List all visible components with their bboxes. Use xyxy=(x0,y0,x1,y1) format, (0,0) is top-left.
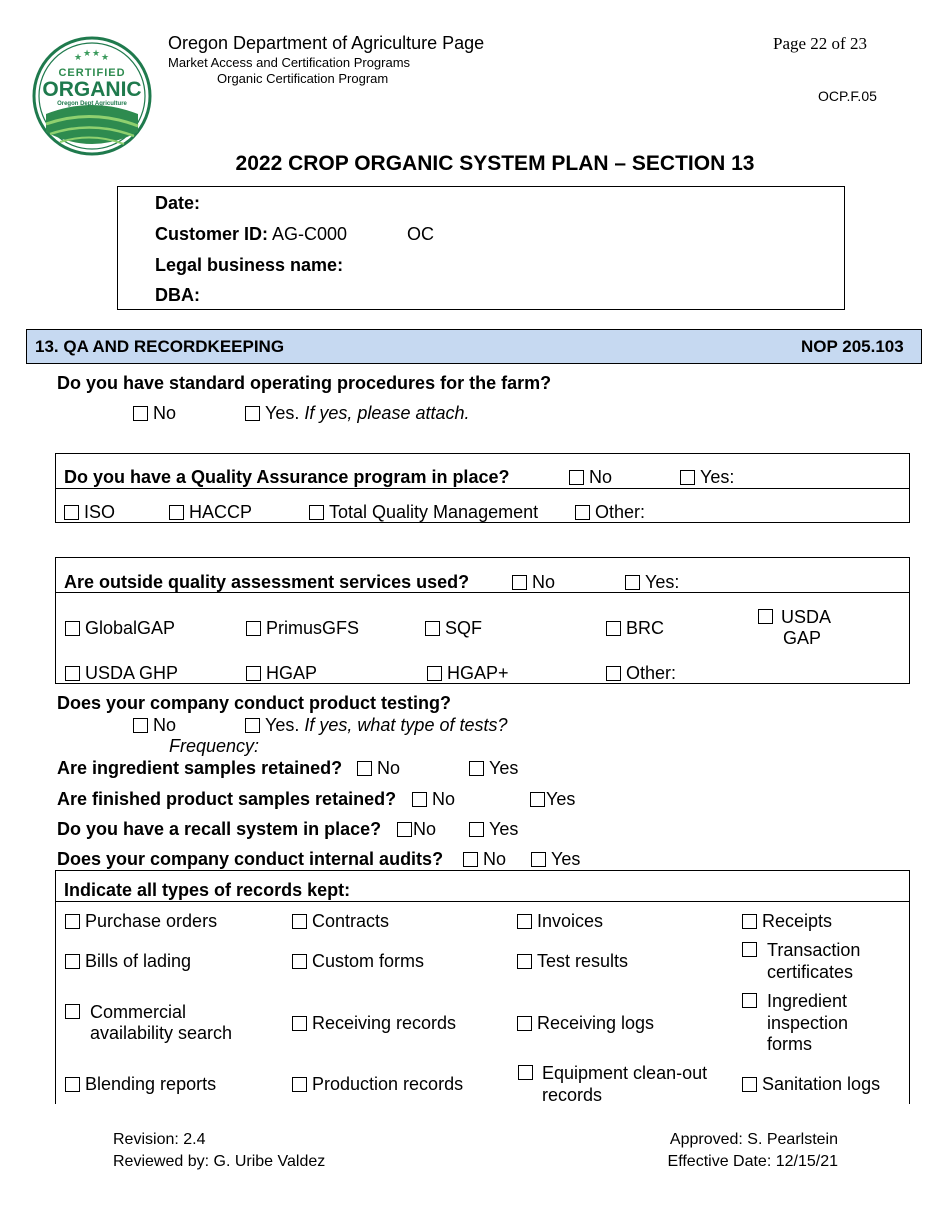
usda-gap-label-1: USDA xyxy=(781,607,832,627)
qa-other-label: Other: xyxy=(595,502,646,522)
sop-question: Do you have standard operating procedures for the farm? xyxy=(57,373,552,393)
transaction-certificates-checkbox[interactable] xyxy=(742,942,757,957)
records-heading-divider xyxy=(55,901,910,902)
ingredient-inspection-label-1: Ingredient xyxy=(767,991,848,1011)
finished-yes-label: Yes xyxy=(546,789,576,809)
testing-frequency-label xyxy=(169,736,259,757)
testing-no-option[interactable] xyxy=(133,715,176,736)
finished-no-label: No xyxy=(432,789,456,809)
hgap-option[interactable] xyxy=(246,663,317,684)
section-title: 13. QA AND RECORDKEEPING xyxy=(35,337,285,356)
equipment-cleanout-label-1: Equipment clean-out xyxy=(542,1063,708,1083)
test-results-option[interactable] xyxy=(517,951,628,972)
sanitation-logs-option[interactable] xyxy=(742,1074,880,1095)
form-code: OCP.F.05 xyxy=(818,88,877,104)
outside-no-label: No xyxy=(532,572,556,592)
footer-revision: Revision: 2.4 xyxy=(113,1131,206,1148)
ingredient-no-label: No xyxy=(377,758,401,778)
receiving-records-checkbox[interactable] xyxy=(292,1016,307,1031)
sanitation-logs-checkbox[interactable] xyxy=(742,1077,757,1092)
qa-iso-option[interactable] xyxy=(64,502,115,523)
finished-yes-checkbox[interactable] xyxy=(530,792,545,807)
sop-yes-label: Yes. xyxy=(265,403,300,423)
finished-question: Are finished product samples retained? xyxy=(57,789,397,809)
sop-no-option[interactable] xyxy=(133,403,176,424)
primusgfs-checkbox[interactable] xyxy=(246,621,261,636)
contracts-checkbox[interactable] xyxy=(292,914,307,929)
recall-yes-option[interactable] xyxy=(469,819,518,840)
records-heading: Indicate all types of records kept: xyxy=(64,880,351,900)
qa-tqm-option[interactable] xyxy=(309,502,538,523)
receipts-option[interactable] xyxy=(742,911,832,932)
equipment-cleanout-label-2: records xyxy=(542,1085,603,1105)
ingredient-yes-option[interactable] xyxy=(469,758,518,779)
finished-no-option[interactable] xyxy=(412,789,455,810)
outside-question: Are outside quality assessment services used? xyxy=(64,572,470,592)
certified-organic-logo xyxy=(32,36,152,156)
audits-no-label: No xyxy=(483,849,507,869)
page-title: 2022 CROP ORGANIC SYSTEM PLAN – SECTION 13 xyxy=(235,152,755,175)
outside-yes-option[interactable] xyxy=(625,572,679,593)
hgap-checkbox[interactable] xyxy=(246,666,261,681)
qa-no-label: No xyxy=(589,467,613,487)
recall-yes-checkbox[interactable] xyxy=(469,822,484,837)
receiving-logs-option[interactable] xyxy=(517,1013,654,1034)
test-results-checkbox[interactable] xyxy=(517,954,532,969)
ingredient-yes-checkbox[interactable] xyxy=(469,761,484,776)
receiving-records-option[interactable] xyxy=(292,1013,456,1034)
contracts-option[interactable] xyxy=(292,911,389,932)
recall-no-option[interactable] xyxy=(397,819,436,840)
receiving-logs-label: Receiving logs xyxy=(537,1013,655,1033)
records-table-right xyxy=(909,870,910,1104)
logo-main-text: ORGANIC xyxy=(42,78,142,101)
customer-id-label: Customer ID: xyxy=(155,224,269,244)
sop-yes-option[interactable] xyxy=(245,403,469,424)
qa-other-checkbox[interactable] xyxy=(575,505,590,520)
ingredient-yes-label: Yes xyxy=(489,758,519,778)
commercial-availability-checkbox[interactable] xyxy=(65,1004,80,1019)
date-label: Date: xyxy=(155,193,201,213)
blending-reports-option[interactable] xyxy=(65,1074,216,1095)
hgap-plus-option[interactable] xyxy=(427,663,509,684)
testing-yes-checkbox[interactable] xyxy=(245,718,260,733)
ingredient-no-option[interactable] xyxy=(357,758,400,779)
records-table-top xyxy=(55,870,910,871)
ingredient-question: Are ingredient samples retained? xyxy=(57,758,343,778)
hgap-plus-checkbox[interactable] xyxy=(427,666,442,681)
custom-forms-checkbox[interactable] xyxy=(292,954,307,969)
qa-tqm-checkbox[interactable] xyxy=(309,505,324,520)
production-records-option[interactable] xyxy=(292,1074,463,1095)
blending-reports-checkbox[interactable] xyxy=(65,1077,80,1092)
brc-label: BRC xyxy=(626,618,665,638)
outside-other-option[interactable] xyxy=(606,663,676,684)
sqf-label: SQF xyxy=(445,618,483,638)
audits-question: Does your company conduct internal audits? xyxy=(57,849,444,869)
division-name: Market Access and Certification Programs xyxy=(168,55,411,70)
dba-label: DBA: xyxy=(155,285,200,305)
audits-yes-checkbox[interactable] xyxy=(531,852,546,867)
finished-yes-option[interactable] xyxy=(530,789,575,810)
invoices-checkbox[interactable] xyxy=(517,914,532,929)
logo-top-text: CERTIFIED xyxy=(58,67,126,79)
sop-yes-checkbox[interactable] xyxy=(245,406,260,421)
sanitation-logs-label: Sanitation logs xyxy=(762,1074,881,1094)
globalgap-option[interactable] xyxy=(65,618,175,639)
usda-ghp-label: USDA GHP xyxy=(85,663,179,683)
testing-question: Does your company conduct product testing? xyxy=(57,693,452,713)
customer-info-box xyxy=(117,186,845,310)
legal-name-label: Legal business name: xyxy=(155,255,344,275)
receiving-logs-checkbox[interactable] xyxy=(517,1016,532,1031)
bills-of-lading-label: Bills of lading xyxy=(85,951,192,971)
qa-no-checkbox[interactable] xyxy=(569,470,584,485)
ingredient-inspection-label-2: inspection xyxy=(767,1013,849,1033)
transaction-certificates-label-2: certificates xyxy=(767,962,854,982)
globalgap-checkbox[interactable] xyxy=(65,621,80,636)
outside-yes-checkbox[interactable] xyxy=(625,575,640,590)
footer-approved: Approved: S. Pearlstein xyxy=(669,1131,838,1148)
recall-yes-label: Yes xyxy=(489,819,519,839)
qa-iso-checkbox[interactable] xyxy=(64,505,79,520)
sop-yes-note: If yes, please attach. xyxy=(304,403,470,423)
custom-forms-label: Custom forms xyxy=(312,951,425,971)
agency-name: Oregon Department of Agriculture Page xyxy=(168,33,485,53)
sqf-checkbox[interactable] xyxy=(425,621,440,636)
testing-no-checkbox[interactable] xyxy=(133,718,148,733)
qa-yes-checkbox[interactable] xyxy=(680,470,695,485)
ingredient-no-checkbox[interactable] xyxy=(357,761,372,776)
hgap-plus-label: HGAP+ xyxy=(447,663,509,683)
recall-no-checkbox[interactable] xyxy=(397,822,412,837)
audits-no-option[interactable] xyxy=(463,849,506,870)
qa-table-divider xyxy=(55,488,910,489)
qa-yes-option[interactable] xyxy=(680,467,734,488)
qa-tqm-label: Total Quality Management xyxy=(329,502,539,522)
footer-reviewed-by: Reviewed by: G. Uribe Valdez xyxy=(113,1153,326,1170)
commercial-availability-label-2: availability search xyxy=(90,1023,233,1043)
brc-option[interactable] xyxy=(606,618,664,639)
testing-yes-note: If yes, what type of tests? xyxy=(304,715,508,735)
purchase-orders-label: Purchase orders xyxy=(85,911,218,931)
qa-no-option[interactable] xyxy=(569,467,612,488)
equipment-cleanout-checkbox[interactable] xyxy=(518,1065,533,1080)
invoices-option[interactable] xyxy=(517,911,603,932)
primusgfs-label: PrimusGFS xyxy=(266,618,360,638)
customer-id-row xyxy=(155,224,347,245)
page-number: Page 22 of 23 xyxy=(773,34,867,53)
globalgap-label: GlobalGAP xyxy=(85,618,176,638)
testing-yes-option[interactable] xyxy=(245,715,508,736)
purchase-orders-option[interactable] xyxy=(65,911,217,932)
customer-id-suffix: OC xyxy=(407,224,434,244)
section-reference: NOP 205.103 xyxy=(801,337,904,356)
qa-question: Do you have a Quality Assurance program in place? xyxy=(64,467,510,487)
usda-gap-checkbox[interactable] xyxy=(758,609,773,624)
footer-effective-date: Effective Date: 12/15/21 xyxy=(667,1153,838,1170)
production-records-checkbox[interactable] xyxy=(292,1077,307,1092)
outside-no-option[interactable] xyxy=(512,572,555,593)
transaction-certificates-label-1: Transaction xyxy=(767,940,861,960)
sqf-option[interactable] xyxy=(425,618,482,639)
ingredient-inspection-checkbox[interactable] xyxy=(742,993,757,1008)
invoices-label: Invoices xyxy=(537,911,604,931)
qa-yes-label: Yes: xyxy=(700,467,735,487)
sop-no-label: No xyxy=(153,403,177,423)
usda-ghp-option[interactable] xyxy=(65,663,178,684)
testing-no-label: No xyxy=(153,715,177,735)
usda-ghp-checkbox[interactable] xyxy=(65,666,80,681)
usda-gap-label-2: GAP xyxy=(783,628,822,648)
recall-no-label: No xyxy=(413,819,437,839)
production-records-label: Production records xyxy=(312,1074,464,1094)
primusgfs-option[interactable] xyxy=(246,618,359,639)
brc-checkbox[interactable] xyxy=(606,621,621,636)
test-results-label: Test results xyxy=(537,951,629,971)
outside-yes-label: Yes: xyxy=(645,572,680,592)
receipts-label: Receipts xyxy=(762,911,833,931)
receiving-records-label: Receiving records xyxy=(312,1013,457,1033)
ingredient-inspection-label-3: forms xyxy=(767,1034,812,1054)
customer-id-value: AG-C000 xyxy=(272,224,348,244)
hgap-label: HGAP xyxy=(266,663,318,683)
testing-yes-label: Yes. xyxy=(265,715,300,735)
recall-question: Do you have a recall system in place? xyxy=(57,819,382,839)
audits-yes-option[interactable] xyxy=(531,849,580,870)
bills-of-lading-option[interactable] xyxy=(65,951,191,972)
qa-haccp-option[interactable] xyxy=(169,502,252,523)
program-name: Organic Certification Program xyxy=(217,71,389,86)
audits-no-checkbox[interactable] xyxy=(463,852,478,867)
purchase-orders-checkbox[interactable] xyxy=(65,914,80,929)
records-table-left xyxy=(55,870,56,1104)
receipts-checkbox[interactable] xyxy=(742,914,757,929)
svg-text:★: ★ xyxy=(74,53,83,63)
qa-haccp-checkbox[interactable] xyxy=(169,505,184,520)
sop-no-checkbox[interactable] xyxy=(133,406,148,421)
frequency-text: Frequency: xyxy=(169,736,260,756)
outside-no-checkbox[interactable] xyxy=(512,575,527,590)
commercial-availability-label-1: Commercial xyxy=(90,1002,187,1022)
custom-forms-option[interactable] xyxy=(292,951,424,972)
finished-no-checkbox[interactable] xyxy=(412,792,427,807)
qa-other-option[interactable] xyxy=(575,502,645,523)
logo-sub-text: Oregon Dept Agriculture xyxy=(57,101,127,107)
contracts-label: Contracts xyxy=(312,911,390,931)
bills-of-lading-checkbox[interactable] xyxy=(65,954,80,969)
audits-yes-label: Yes xyxy=(551,849,581,869)
svg-text:★: ★ xyxy=(83,49,92,59)
qa-iso-label: ISO xyxy=(84,502,116,522)
svg-text:★: ★ xyxy=(92,49,101,59)
outside-other-label: Other: xyxy=(626,663,677,683)
svg-text:★: ★ xyxy=(101,53,110,63)
outside-other-checkbox[interactable] xyxy=(606,666,621,681)
qa-haccp-label: HACCP xyxy=(189,502,253,522)
blending-reports-label: Blending reports xyxy=(85,1074,217,1094)
